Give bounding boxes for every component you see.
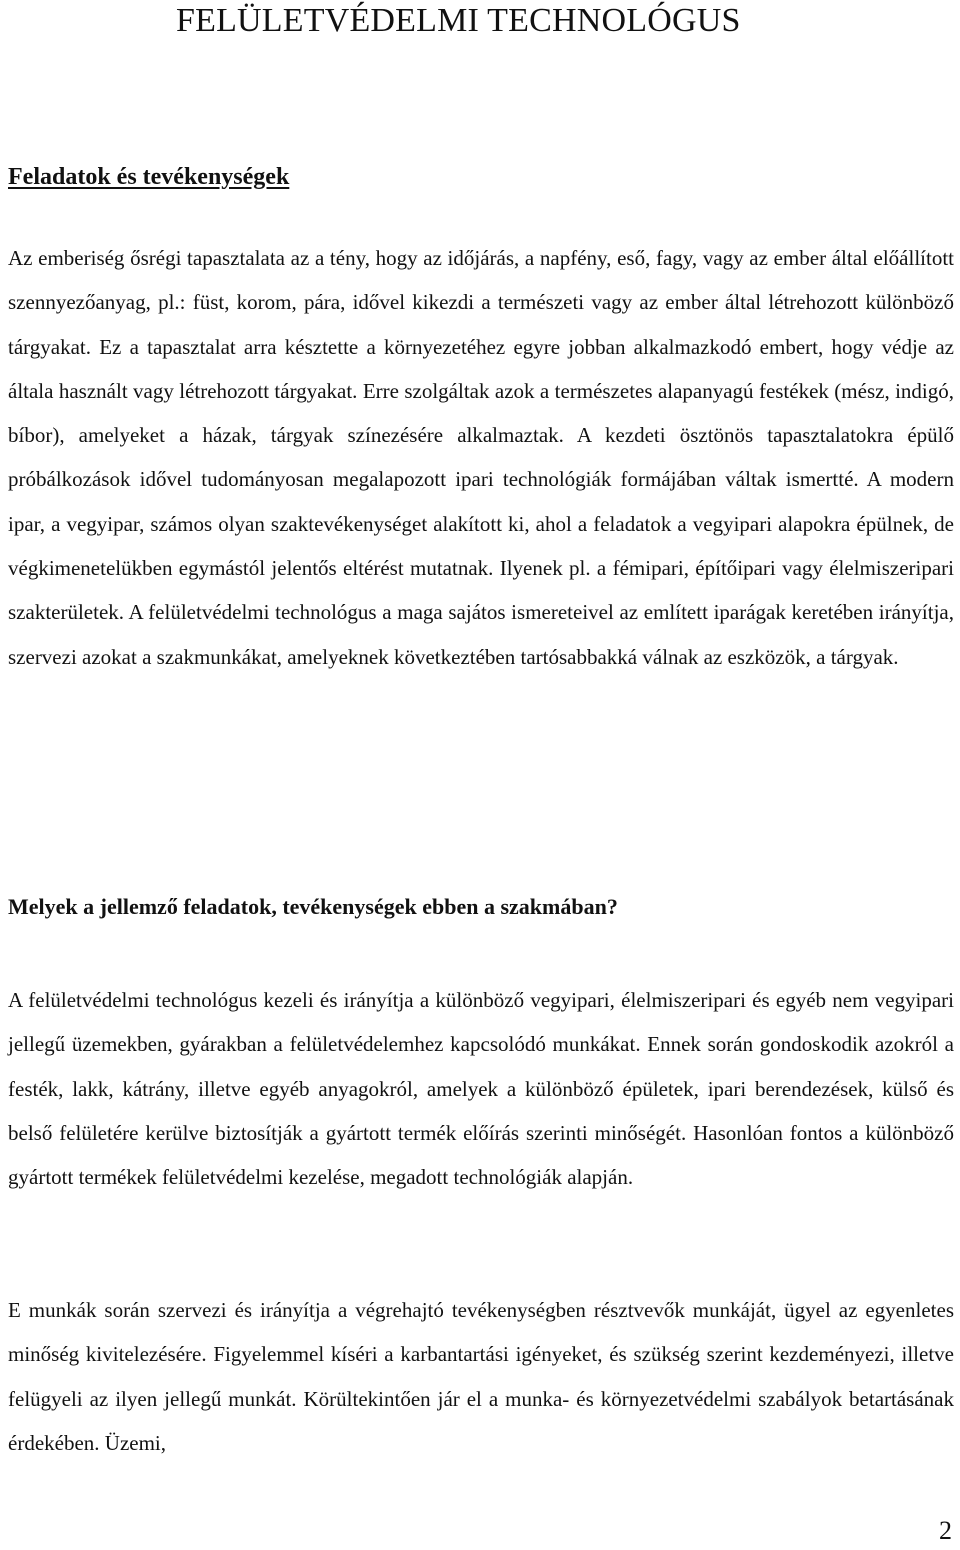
body-paragraph-intro: Az emberiség ősrégi tapasztalata az a tény, hogy az időjárás, a napfény, eső, fagy, vagy az ember által előállított szennyezőanyag, pl.: füst, korom, pára, idővel kikezdi a természeti vagy az ember által létrehozott különböző tárgyakat. Ez a tapasztalat arra késztette a környezetéhez egyre jobban alkalmazkodó embert, hogy védje az általa használt vagy létrehozott tárgyakat. Erre szolgáltak azok a természetes alapanyagú festékek (mész, indigó, bíbor), amelyeket a házak, tárgyak színezésére alkalmaztak. A kezdeti ösztönös tapasztalatokra épülő próbálkozások idővel tudományosan megalapozott ipari technológiák formájában váltak ismertté. A modern ipar, a vegyipar, számos olyan szaktevékenységet alakított ki, ahol a feladatok a vegyipari alapokra épülnek, de végkimenetelükben egymástól jelentős eltérést mutatnak. Ilyenek pl. a fémipari, építőipari vagy élelmiszeripari szakterületek. A felületvédelmi technológus a maga sajátos ismereteivel az említett iparágak keretében irányítja, szervezi azokat a szakmunkákat, amelyeknek következtében tartósabbakká válnak az eszközök, a tárgyak. — [8, 246, 954, 669]
document-title: FELÜLETVÉDELMI TECHNOLÓGUS — [176, 2, 741, 39]
body-paragraph-organization: E munkák során szervezi és irányítja a végrehajtó tevékenységben résztvevők munkáját, ügyel az egyenletes minőség kivitelezésére. Figyelemmel kíséri a karbantartási igényeket, és szükség szerint kezdeményezi, illetve felügyeli az ilyen jellegű munkát. Körültekintően jár el a munka- és környezetvédelmi szabályok betartásának érdekében. Üzemi, — [8, 1298, 954, 1455]
section-heading: Feladatok és tevékenységek — [8, 164, 290, 190]
body-paragraph-tasks: A felületvédelmi technológus kezeli és irányítja a különböző vegyipari, élelmiszeripari és egyéb nem vegyipari jellegű üzemekben, gyárakban a felületvédelemhez kapcsolódó munkákat. Ennek során gondoskodik azokról a festék, lakk, kátrány, illetve egyéb anyagokról, amelyek a különböző épületek, ipari berendezések, külső és belső felületére kerülve biztosítják a gyártott termék előírás szerinti minőségét. Hasonlóan fontos a különböző gyártott termékek felületvédelmi kezelése, megadott technológiák alapján. — [8, 988, 954, 1190]
question-subheading: Melyek a jellemző feladatok, tevékenységek ebben a szakmában? — [8, 894, 618, 919]
page-number: 2 — [939, 1516, 952, 1545]
